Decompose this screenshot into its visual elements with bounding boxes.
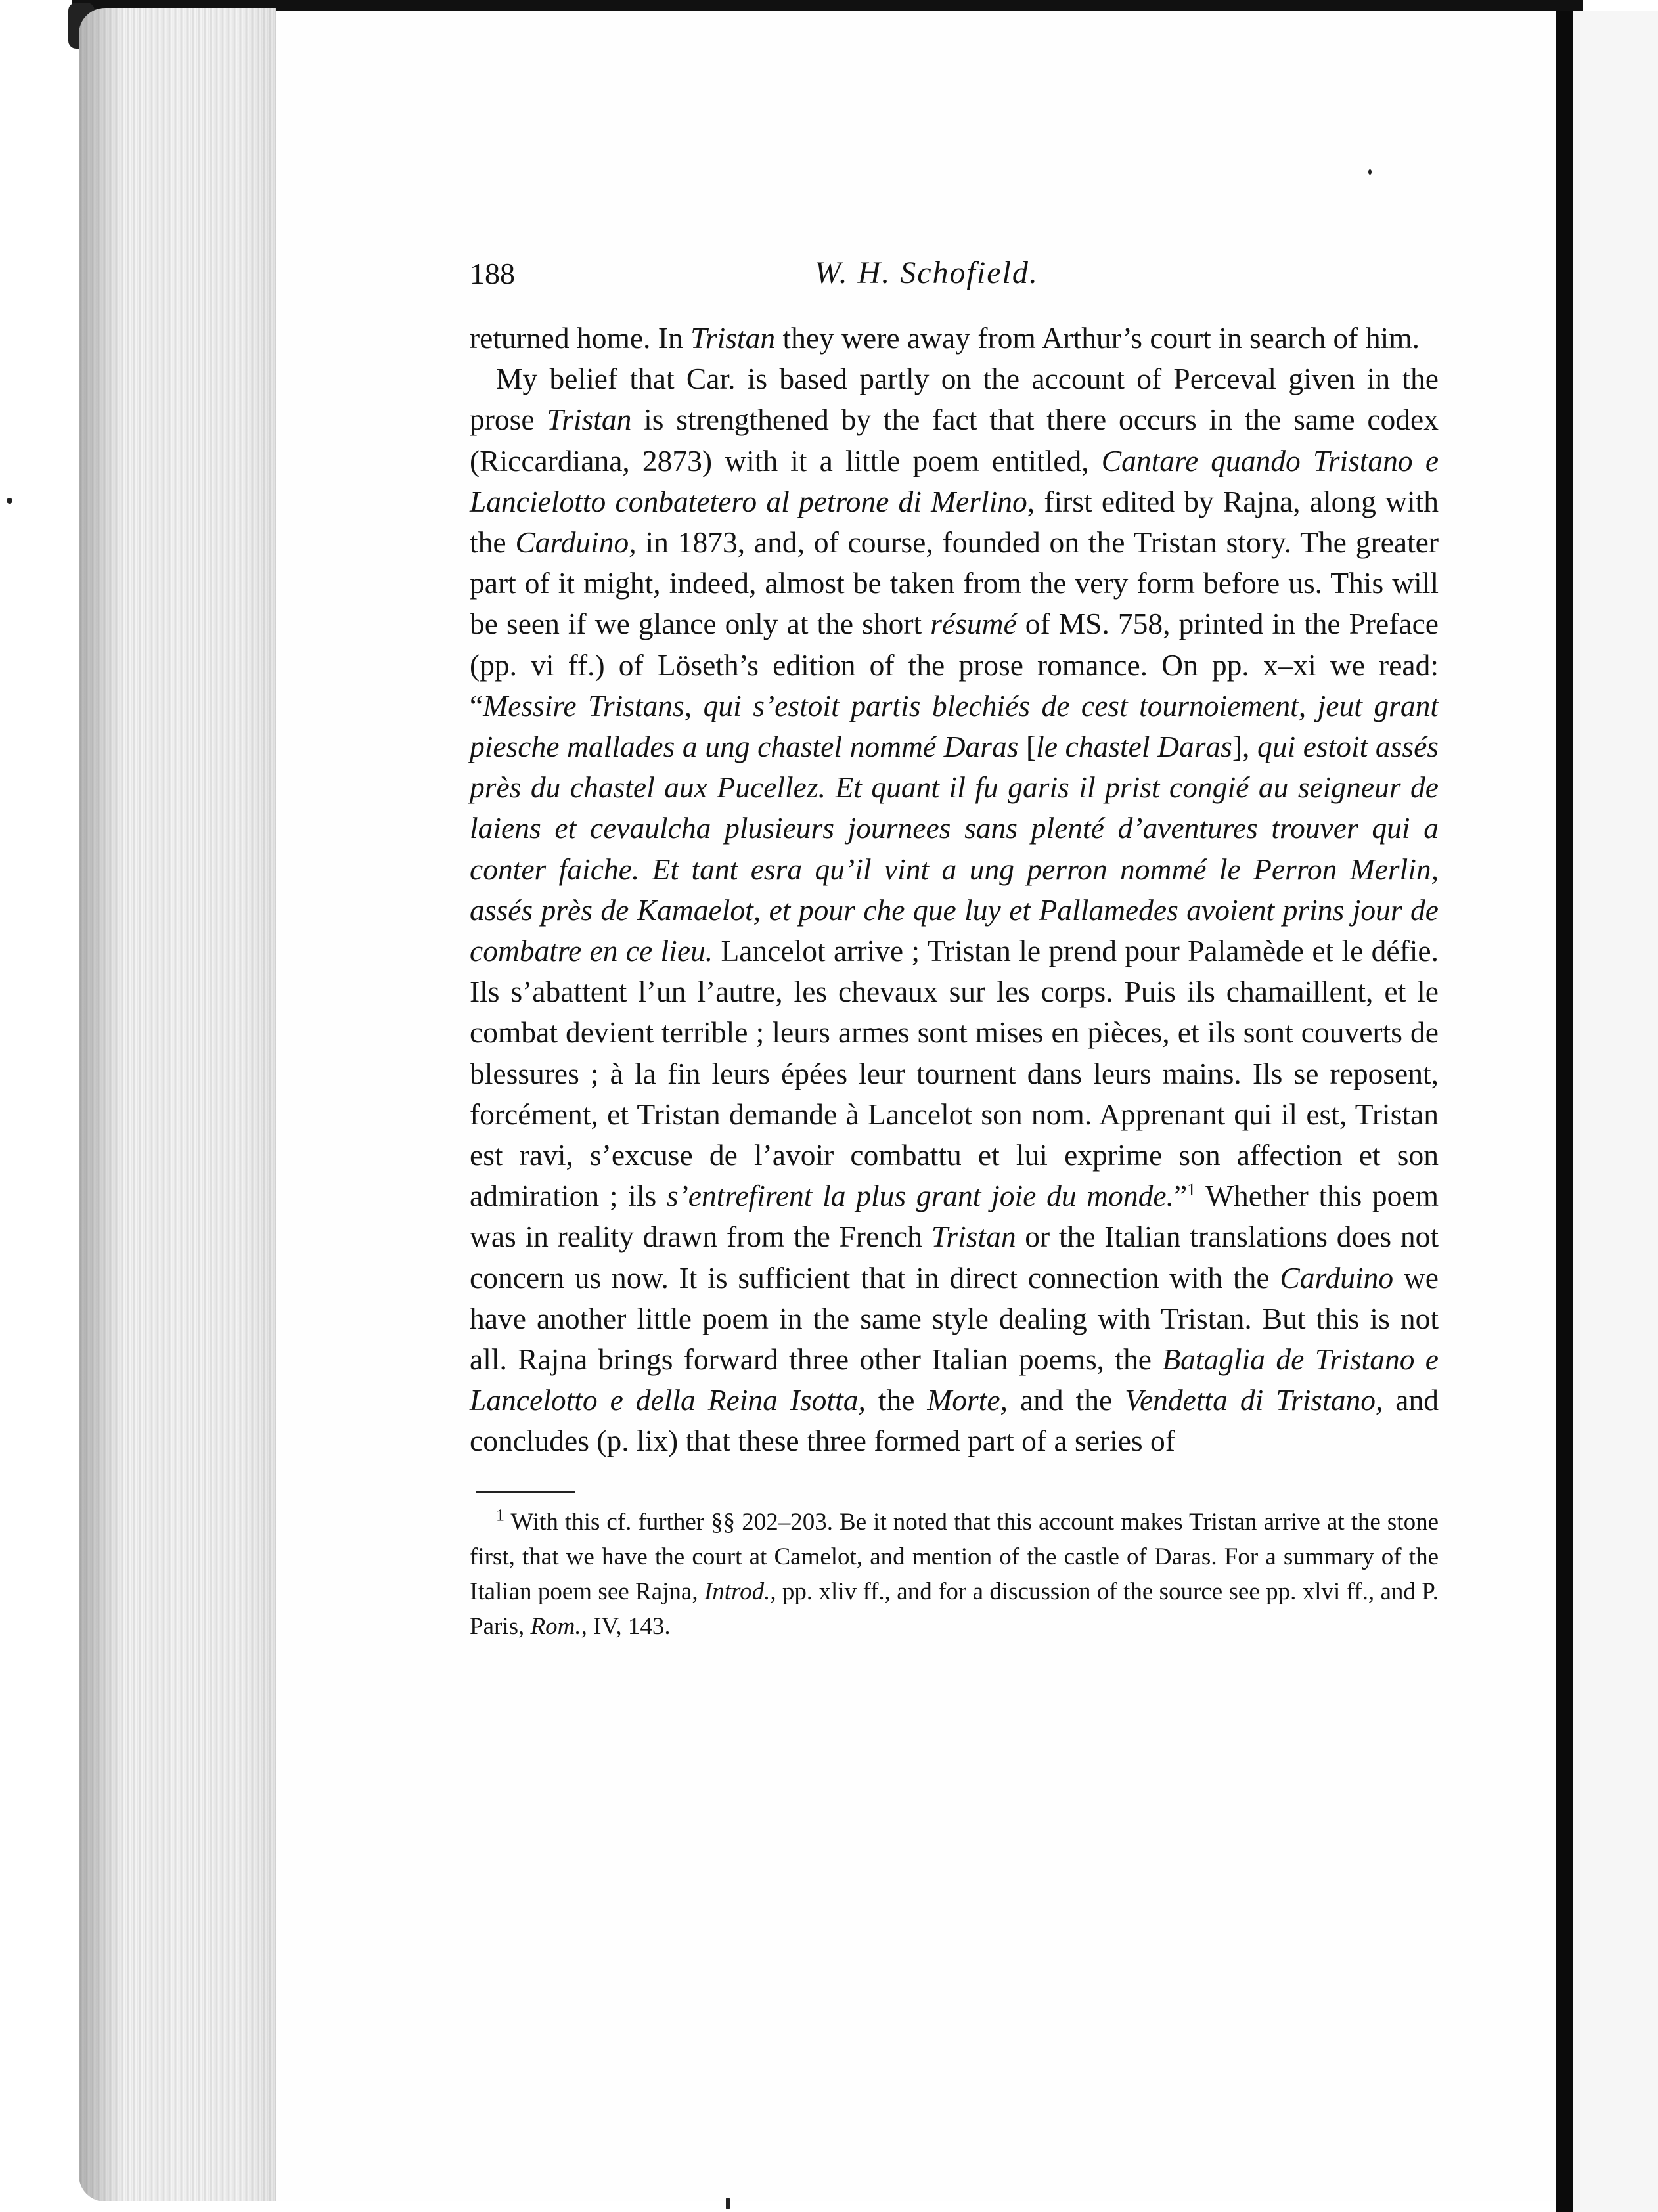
italic-text: Morte,: [927, 1383, 1008, 1417]
italic-text: Cantare quando Tristano e Lancielotto conbatetero al petrone di Merlino,: [470, 443, 1439, 518]
facing-page-edge: [1573, 11, 1658, 2212]
italic-text: Messire Tristans, qui s’estoit partis blechiés de cest tournoiement, jeut grant piesche mallades a ung chastel nommé Daras: [470, 688, 1439, 764]
scan-speck: [1368, 169, 1372, 175]
text-run: and the: [1007, 1383, 1125, 1417]
paragraph: [470, 359, 1439, 1461]
text-run: ”: [1174, 1179, 1188, 1213]
text-run: returned home. In: [470, 321, 691, 355]
running-head: [470, 250, 1439, 309]
text-run: or the Italian translations does not concern us now. It is sufficient that in direct connection with the: [470, 1220, 1439, 1294]
text-run: they were away from Arthur’s court in search of him.: [775, 321, 1420, 355]
italic-text: Vendetta di Tristano,: [1125, 1383, 1383, 1417]
text-run: in 1873, and, of course, founded on the Tristan story. The greater part of it might, indeed, almost be taken from the very form before us. This will be seen if we glance only at the short: [470, 525, 1439, 641]
italic-text: s’entrefirent la plus grant joie du monde.: [666, 1179, 1174, 1213]
italic-text: Introd.,: [704, 1578, 776, 1605]
italic-text: Bataglia de Tristano e Lancelotto e della Reina Isotta,: [470, 1342, 1439, 1417]
italic-text: Carduino: [1280, 1260, 1394, 1294]
italic-text: le chastel Daras: [1036, 730, 1232, 764]
footnotes: [470, 1505, 1439, 1644]
italic-text: résumé: [930, 607, 1017, 641]
page-content: [470, 250, 1439, 1644]
italic-text: qui estoit assés près du chastel aux Pucellez. Et quant il fu garis il prist congié au seigneur de laiens et cevaulcha plusieurs journees sans plenté d’aventures trouver qui a conter faiche. Et tant esra qu’il vint a ung perron nommé le Perron Merlin, assés près de Kamaelot, et pour che que luy et Pallamedes avoient prins jour de combatre en ce lieu.: [470, 730, 1439, 968]
text-run: My belief that Car. is based partly on the account of Perceval given in the prose: [470, 362, 1439, 437]
text-run: and concludes (p. lix) that these three formed part of a series of: [470, 1383, 1439, 1458]
italic-text: Tristan: [690, 321, 776, 355]
text-run: we have another little poem in the same style dealing with Tristan. But this is not all. Rajna brings forward three other Italian poems, the: [470, 1260, 1439, 1377]
text-run: Whether this poem was in reality drawn from the French: [470, 1179, 1439, 1254]
text-run: With this cf. further §§ 202–203. Be it noted that this account makes Tristan arrive at the stone first, that we have the court at Camelot, and mention of the castle of Daras. For a summary of the Italian poem see Rajna,: [470, 1508, 1439, 1605]
book-top-edge: [72, 0, 1583, 11]
text-run: pp. xliv ff., and for a discussion of the source see pp. xlvi ff., and P. Paris,: [470, 1578, 1439, 1640]
footnote-divider: [476, 1491, 575, 1493]
scan-speck: [7, 498, 12, 504]
book-edge-shadow: [79, 8, 276, 2201]
italic-text: Rom.,: [530, 1612, 587, 1640]
text-run: IV, 143.: [587, 1612, 671, 1640]
italic-text: Tristan: [547, 403, 632, 437]
text-run: the: [865, 1383, 928, 1417]
italic-text: Carduino,: [515, 525, 637, 560]
text-run: [: [1018, 730, 1037, 764]
book-gutter: [1556, 11, 1573, 2212]
text-run: Lancelot arrive ; Tristan le prend pour Palamède et le défie. Ils s’abattent l’un l’autre, les chevaux sur les corps. Puis ils chamaillent, et le combat devient terrible ; leurs armes sont mises en pièces, et ils sont couverts de blessures ; à la fin leurs épées leur tournent dans leurs mains. Ils se reposent, forcément, et Tristan demande à Lancelot son nom. Apprenant qui il est, Tristan est ravi, s’excuse de l’avoir combattu et lui exprime son affection et son admiration ; ils: [470, 934, 1439, 1213]
text-run: first edited by Rajna, along with the: [470, 484, 1439, 560]
running-title: W. H. Schofield.: [815, 255, 1039, 290]
paragraph: [470, 318, 1439, 359]
body-text: [470, 318, 1439, 1462]
page-number: 188: [470, 257, 515, 290]
text-run: ],: [1232, 730, 1258, 764]
footnote: [470, 1505, 1439, 1644]
text-run: is strengthened by the fact that there occurs in the same codex (Riccardiana, 2873) with it a little poem entitled,: [470, 403, 1439, 477]
footnote-marker: 1: [496, 1505, 504, 1525]
scan-speck: [726, 2198, 730, 2209]
footnote-marker: 1: [1187, 1180, 1196, 1200]
italic-text: Tristan: [931, 1220, 1016, 1254]
text-run: of MS. 758, printed in the Preface (pp. vi ff.) of Löseth’s edition of the prose romance. On pp. x–xi we read: “: [470, 607, 1439, 722]
